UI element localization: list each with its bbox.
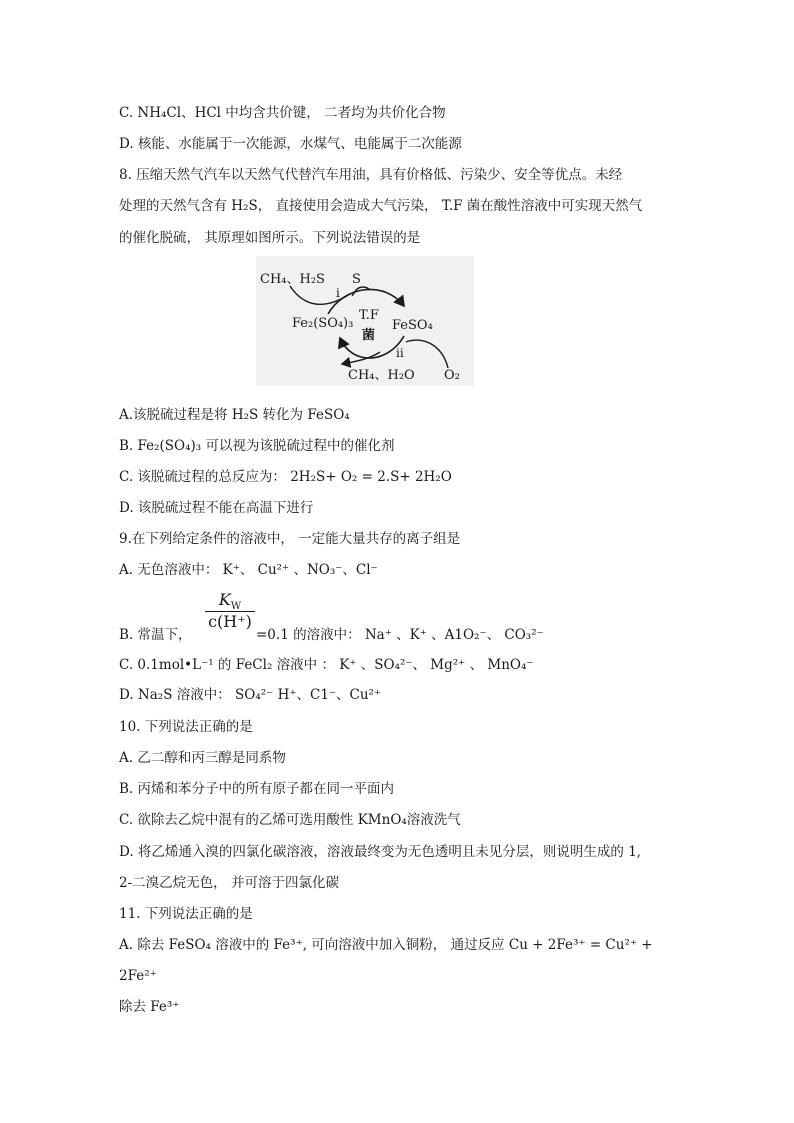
q8-stem-line3: 的催化脱硫， 其原理如图所示。下列说法错误的是 xyxy=(119,230,421,246)
q9-option-b-prefix: B. 常温下， xyxy=(119,627,192,643)
q11-option-a-line3: 除去 Fe³⁺ xyxy=(119,999,180,1015)
label-feso4: FeSO₄ xyxy=(392,318,433,333)
q8-option-c: C. 该脱硫过程的总反应为： 2H₂S+ O₂ = 2.S+ 2H₂O xyxy=(119,469,452,485)
q8-stem-line2: 处理的天然气含有 H₂S， 直接使用会造成大气污染， T.F 菌在酸性溶液中可实现天然气 xyxy=(119,198,643,214)
q8-option-a: A.该脱硫过程是将 H₂S 转化为 FeSO₄ xyxy=(119,407,350,423)
fraction-denominator: c(H⁺) xyxy=(208,612,252,631)
label-tf: T.F xyxy=(359,308,379,323)
label-ch4-h2o: CH₄、H₂O xyxy=(348,368,415,383)
arrow-input-h2s xyxy=(290,286,350,304)
label-o2: O₂ xyxy=(444,368,460,383)
q7-option-d: D. 核能、水能属于一次能源，水煤气、电能属于二次能源 xyxy=(119,136,462,152)
kw-fraction xyxy=(205,590,255,634)
desulfurization-diagram xyxy=(256,256,474,386)
fraction-numerator: $K_W$ xyxy=(218,590,242,613)
q9-option-d: D. Na₂S 溶液中： SO₄²⁻ H⁺、C1⁻、Cu²⁺ xyxy=(119,687,382,703)
label-step-ii: ii xyxy=(396,346,404,360)
label-fe2so43: Fe₂(SO₄)₃ xyxy=(292,316,354,331)
q7-option-c: C. NH₄Cl、HCl 中均含共价键， 二者均为共价化合物 xyxy=(119,105,446,121)
label-step-i: i xyxy=(336,286,340,300)
q8-option-b: B. Fe₂(SO₄)₃ 可以视为该脱硫过程中的催化剂 xyxy=(119,438,395,454)
q9-option-b-suffix: =0.1 的溶液中： Na⁺ 、K⁺ 、A1O₂⁻、 CO₃²⁻ xyxy=(256,627,544,643)
q11-option-a-line1: A. 除去 FeSO₄ 溶液中的 Fe³⁺, 可向溶液中加入铜粉， 通过反应 Cu + 2Fe³⁺ = Cu²⁺ + xyxy=(119,937,653,953)
q8-stem-line1: 8. 压缩天然气汽车以天然气代替汽车用油，具有价格低、污染少、安全等优点。未经 xyxy=(119,167,623,183)
q10-stem: 10. 下列说法正确的是 xyxy=(119,719,253,735)
q9-stem: 9.在下列给定条件的溶液中， 一定能大量共存的离子组是 xyxy=(119,531,461,547)
arrow-output-s xyxy=(352,287,370,296)
q10-option-d-line1: D. 将乙烯通入溴的四氯化碳溶液，溶液最终变为无色透明且未见分层，则说明生成的 1, xyxy=(119,844,642,860)
q11-option-a-line2: 2Fe²⁺ xyxy=(119,968,157,984)
q10-option-b: B. 丙烯和苯分子中的所有原子都在同一平面内 xyxy=(119,781,395,797)
label-bacteria: 菌 xyxy=(362,328,376,343)
q10-option-c: C. 欲除去乙烷中混有的乙烯可选用酸性 KMnO₄溶液洗气 xyxy=(119,812,461,828)
q9-option-a: A. 无色溶液中： K⁺、 Cu²⁺ 、NO₃⁻、Cl⁻ xyxy=(119,562,378,578)
q8-option-d: D. 该脱硫过程不能在高温下进行 xyxy=(119,500,314,516)
label-ch4-h2s: CH₄、H₂S xyxy=(260,272,325,287)
q11-stem: 11. 下列说法正确的是 xyxy=(119,906,253,922)
q10-option-d-line2: 2-二溴乙烷无色， 并可溶于四氯化碳 xyxy=(119,875,339,891)
q9-option-c: C. 0.1mol•L⁻¹ 的 FeCl₂ 溶液中 ： K⁺ 、SO₄²⁻、 Mg²⁺ 、 MnO₄⁻ xyxy=(119,657,534,673)
q10-option-a: A. 乙二醇和丙三醇是同系物 xyxy=(119,750,286,766)
label-s: S xyxy=(352,272,361,287)
